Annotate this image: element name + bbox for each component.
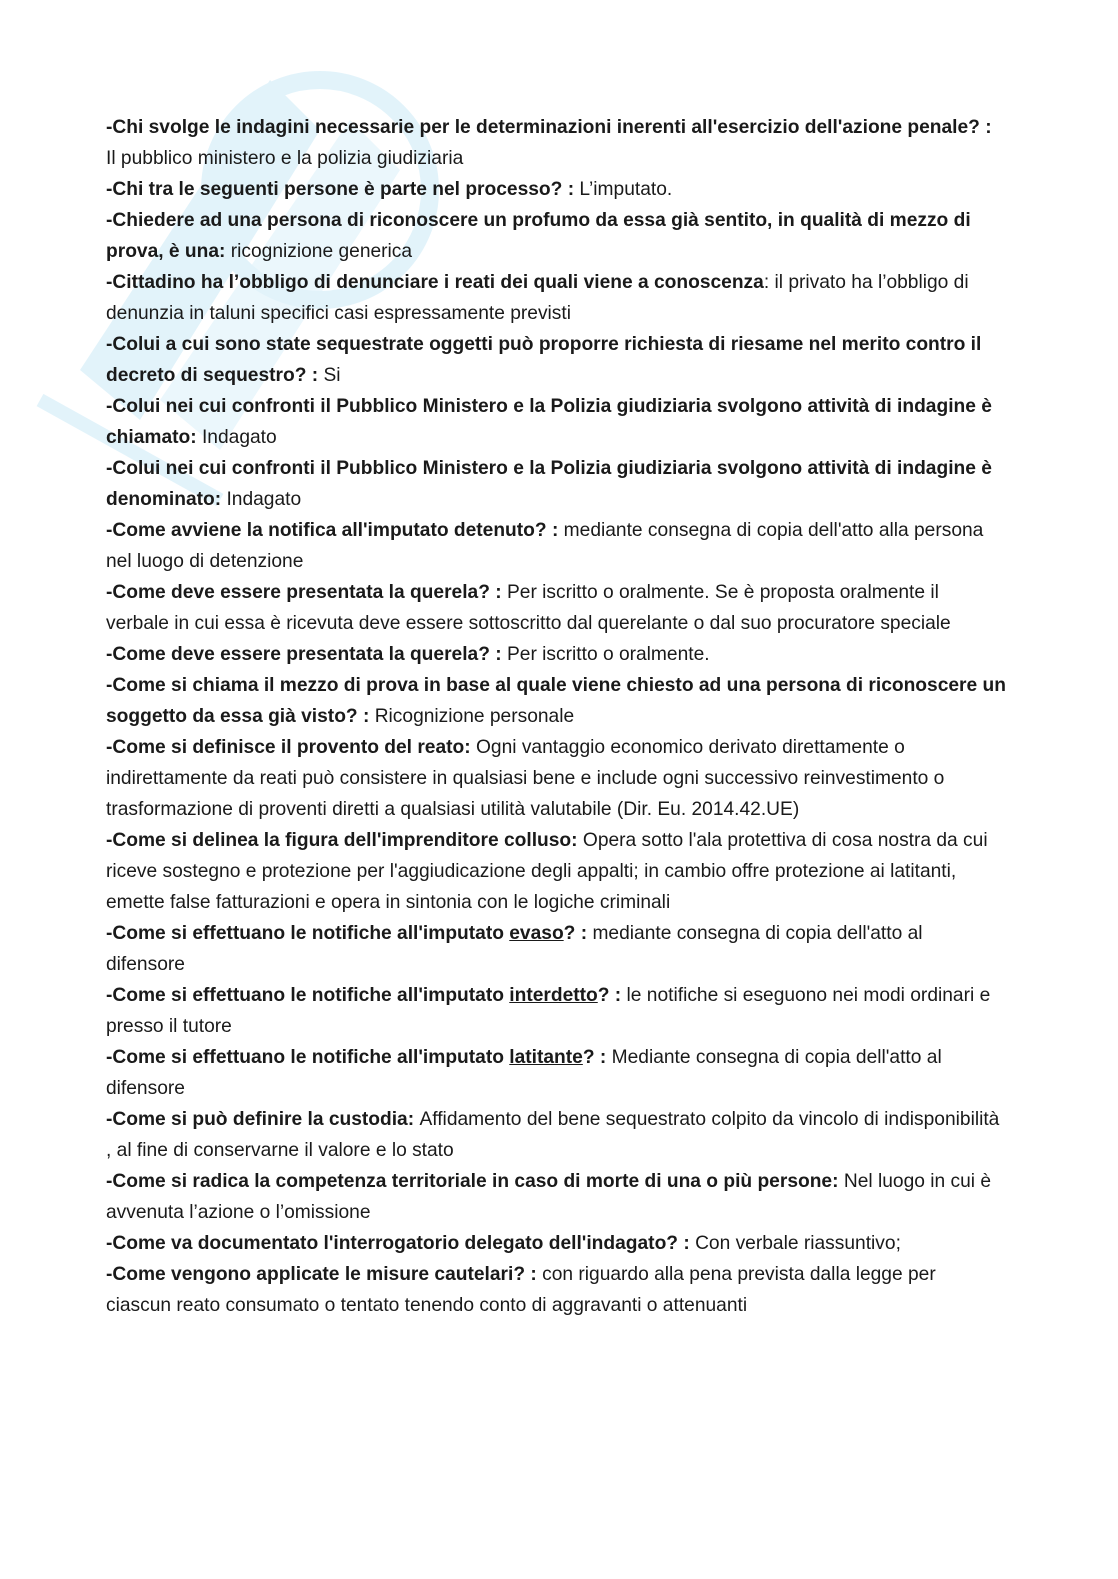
answer: : il privato ha l’obbligo di denunzia in taluni specifici casi espressamente previsti — [106, 272, 969, 324]
qa-entry — [106, 1104, 1006, 1166]
question-prefix: -Come si effettuano le notifiche all'imputato — [106, 1047, 510, 1068]
qa-entry — [106, 577, 1006, 639]
question-prefix: -Come si effettuano le notifiche all'imputato — [106, 923, 510, 944]
answer: Per iscritto o oralmente. Se è proposta oralmente il verbale in cui essa è ricevuta deve essere sottoscritto dal querelante o dal suo procuratore speciale — [106, 582, 951, 634]
qa-entry — [106, 205, 1006, 267]
answer: L’imputato. — [579, 179, 673, 200]
qa-entry — [106, 112, 1006, 174]
answer: Si — [323, 365, 341, 386]
answer: Opera sotto l'ala protettiva di cosa nostra da cui riceve sostegno e protezione per l'aggiudicazione degli appalti; in cambio offre protezione ai latitanti, emette false fatturazioni e opera in sintonia con le logiche criminali — [106, 830, 988, 913]
answer: con riguardo alla pena prevista dalla legge per ciascun reato consumato o tentato tenendo conto di aggravanti o attenuanti — [106, 1264, 936, 1316]
qa-entry — [106, 329, 1006, 391]
question: -Chi svolge le indagini necessarie per le determinazioni inerenti all'esercizio dell'azione penale? : — [106, 117, 992, 138]
question: -Colui a cui sono state sequestrate oggetti può proporre richiesta di riesame nel merito contro il decreto di sequestro? : — [106, 334, 982, 386]
question: -Come si delinea la figura dell'imprenditore colluso: — [106, 830, 583, 851]
qa-entry — [106, 1228, 1006, 1259]
question: -Cittadino ha l’obbligo di denunciare i reati dei quali viene a conoscenza — [106, 272, 764, 293]
answer: Con verbale riassuntivo; — [695, 1233, 901, 1254]
qa-entry — [106, 980, 1006, 1042]
qa-entry — [106, 515, 1006, 577]
answer: Ricognizione personale — [374, 706, 575, 727]
answer: Ogni vantaggio economico derivato direttamente o indirettamente da reati può consistere in qualsiasi bene e include ogni successivo reinvestimento o trasformazione di proventi diretti a qualsiasi utilità valutabile (Dir. Eu. 2014.42.UE) — [106, 737, 945, 820]
question-keyword: latitante — [509, 1047, 583, 1068]
qa-entry — [106, 174, 1006, 205]
question-keyword: interdetto — [509, 985, 598, 1006]
qa-entry — [106, 639, 1006, 670]
question: -Come si può definire la custodia: — [106, 1109, 420, 1130]
qa-entry — [106, 825, 1006, 918]
question-prefix: -Come si effettuano le notifiche all'imputato — [106, 985, 510, 1006]
question: -Come deve essere presentata la querela? : — [106, 582, 507, 603]
question-suffix: ? : — [582, 1047, 612, 1068]
answer: ricognizione generica — [230, 241, 413, 262]
question: -Come vengono applicate le misure cautelari? : — [106, 1264, 543, 1285]
qa-entry — [106, 391, 1006, 453]
document-body — [106, 112, 1006, 1321]
answer: Nel luogo in cui è avvenuta l’azione o l’omissione — [106, 1171, 992, 1223]
question: -Chiedere ad una persona di riconoscere un profumo da essa già sentito, in qualità di mezzo di prova, è una: — [106, 210, 971, 262]
question — [106, 1047, 612, 1068]
answer: Indagato — [226, 489, 302, 510]
question: -Chi tra le seguenti persone è parte nel processo? : — [106, 179, 580, 200]
answer: mediante consegna di copia dell'atto al difensore — [106, 923, 923, 975]
qa-entry — [106, 453, 1006, 515]
question: -Come avviene la notifica all'imputato detenuto? : — [106, 520, 564, 541]
question: -Come si definisce il provento del reato: — [106, 737, 476, 758]
question: -Come si chiama il mezzo di prova in base al quale viene chiesto ad una persona di riconoscere un soggetto da essa già visto? : — [106, 675, 1006, 727]
question: -Colui nei cui confronti il Pubblico Ministero e la Polizia giudiziaria svolgono attività di indagine è denominato: — [106, 458, 992, 510]
qa-entry — [106, 267, 1006, 329]
qa-entry — [106, 918, 1006, 980]
qa-entry — [106, 1259, 1006, 1321]
question — [106, 923, 592, 944]
qa-entry — [106, 670, 1006, 732]
qa-entry — [106, 732, 1006, 825]
answer: Mediante consegna di copia dell'atto al difensore — [106, 1047, 942, 1099]
qa-entry — [106, 1166, 1006, 1228]
answer: Affidamento del bene sequestrato colpito da vincolo di indisponibilità , al fine di conservarne il valore e lo stato — [106, 1109, 1000, 1161]
answer: le notifiche si eseguono nei modi ordinari e presso il tutore — [106, 985, 991, 1037]
question — [106, 985, 627, 1006]
question: -Come deve essere presentata la querela? : — [106, 644, 507, 665]
answer: Il pubblico ministero e la polizia giudiziaria — [106, 148, 464, 169]
answer: Indagato — [201, 427, 277, 448]
question: -Come va documentato l'interrogatorio delegato dell'indagato? : — [106, 1233, 696, 1254]
question-suffix: ? : — [563, 923, 593, 944]
question-keyword: evaso — [509, 923, 564, 944]
question: -Come si radica la competenza territoriale in caso di morte di una o più persone: — [106, 1171, 844, 1192]
question-suffix: ? : — [597, 985, 627, 1006]
qa-entry — [106, 1042, 1006, 1104]
question: -Colui nei cui confronti il Pubblico Ministero e la Polizia giudiziaria svolgono attività di indagine è chiamato: — [106, 396, 992, 448]
answer: Per iscritto o oralmente. — [506, 644, 710, 665]
answer: mediante consegna di copia dell'atto alla persona nel luogo di detenzione — [106, 520, 984, 572]
